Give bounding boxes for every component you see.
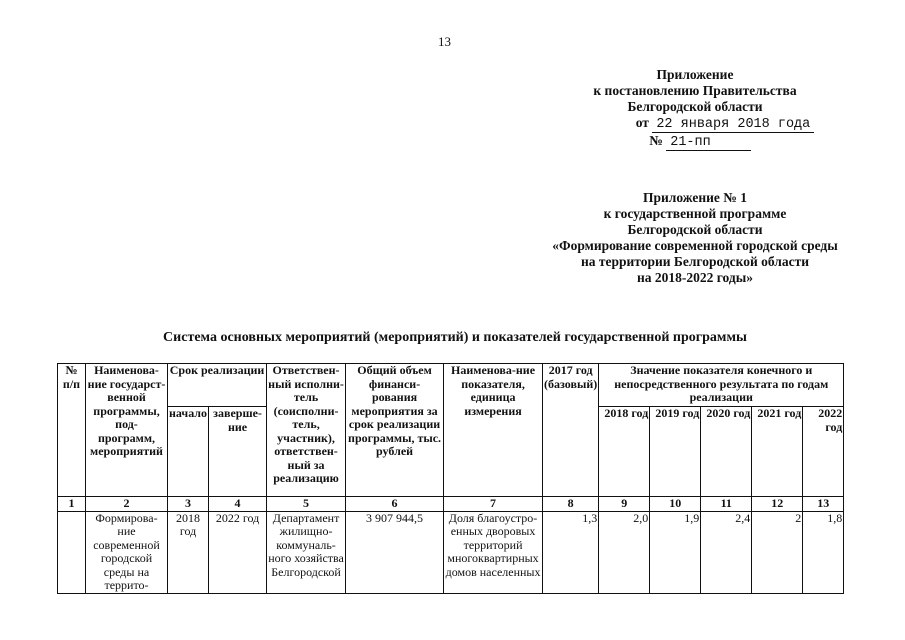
header-values-group: Значение показателя конечного и непосредственного результата по годам реализации [599, 364, 844, 407]
approval-num-value: 21-пп [666, 135, 751, 151]
appendix-line6: на 2018-2022 годы» [636, 270, 754, 285]
column-number: 7 [444, 497, 543, 512]
row-2018: 2,0 [599, 511, 650, 593]
appendix-line1: Приложение № 1 [643, 190, 747, 205]
header-term-end: заверше-ние [209, 407, 267, 497]
column-number: 1 [58, 497, 86, 512]
table-row [58, 511, 844, 593]
measures-table [57, 363, 844, 594]
row-2020: 2,4 [701, 511, 752, 593]
header-num: № п/п [58, 364, 86, 497]
row-name: Формирова-ние современной городской среды на террито- [86, 511, 168, 593]
appendix-line3: Белгородской области [627, 222, 763, 237]
page-number: 13 [438, 34, 451, 49]
approval-block [560, 67, 830, 151]
row-executor: Департамент жилищно-коммуналь-ного хозяйства Белгородской [267, 511, 346, 593]
row-num [58, 511, 86, 593]
row-indicator: Доля благоустро-енных дворовых территорий многоквартирных домов населенных [444, 511, 543, 593]
row-base: 1,3 [543, 511, 599, 593]
column-number: 6 [346, 497, 444, 512]
column-number: 12 [752, 497, 803, 512]
approval-number [560, 133, 830, 151]
column-number: 4 [209, 497, 267, 512]
table-title: Система основных мероприятий (мероприятий) и показателей государственной программы [163, 330, 747, 345]
column-number-row [58, 497, 844, 512]
column-number: 11 [701, 497, 752, 512]
appendix-line4: «Формирование современной городской среды [552, 238, 838, 253]
row-2019: 1,9 [650, 511, 701, 593]
appendix-line5: на территории Белгородской области [580, 254, 810, 269]
header-indicator: Наименова-ние показателя, единица измерения [444, 364, 543, 497]
header-base-year: 2017 год (базовый) [543, 364, 599, 497]
header-name: Наименова-ние государст-венной программы, под-программ, мероприятий [86, 364, 168, 497]
row-end: 2022 год [209, 511, 267, 593]
column-number: 2 [86, 497, 168, 512]
appendix-block [515, 190, 875, 286]
column-number: 3 [168, 497, 209, 512]
approval-line2: к постановлению Правительства [593, 83, 797, 98]
column-number: 8 [543, 497, 599, 512]
approval-num-prefix: № [649, 133, 663, 148]
approval-date-prefix: от [635, 115, 649, 130]
header-executor: Ответствен-ный исполни-тель (соисполни-тель, участник), ответствен-ный за реализацию [267, 364, 346, 497]
column-number: 10 [650, 497, 701, 512]
column-number: 13 [803, 497, 844, 512]
header-2019: 2019 год [650, 407, 701, 497]
approval-line1: Приложение [656, 67, 734, 82]
header-2021: 2021 год [752, 407, 803, 497]
header-2022: 2022 год [803, 407, 844, 497]
row-2021: 2 [752, 511, 803, 593]
approval-date-value: 22 января 2018 года [652, 117, 814, 133]
row-finance: 3 907 944,5 [346, 511, 444, 593]
column-number: 9 [599, 497, 650, 512]
approval-date [560, 115, 830, 133]
header-2018: 2018 год [599, 407, 650, 497]
row-2022: 1,8 [803, 511, 844, 593]
row-start: 2018 год [168, 511, 209, 593]
approval-line3: Белгородской области [627, 99, 763, 114]
header-finance: Общий объем финанси-рования мероприятия за срок реализации программы, тыс. рублей [346, 364, 444, 497]
column-number: 5 [267, 497, 346, 512]
appendix-line2: к государственной программе [603, 206, 787, 221]
header-2020: 2020 год [701, 407, 752, 497]
header-term: Срок реализации [168, 364, 267, 407]
header-term-start: начало [168, 407, 209, 497]
